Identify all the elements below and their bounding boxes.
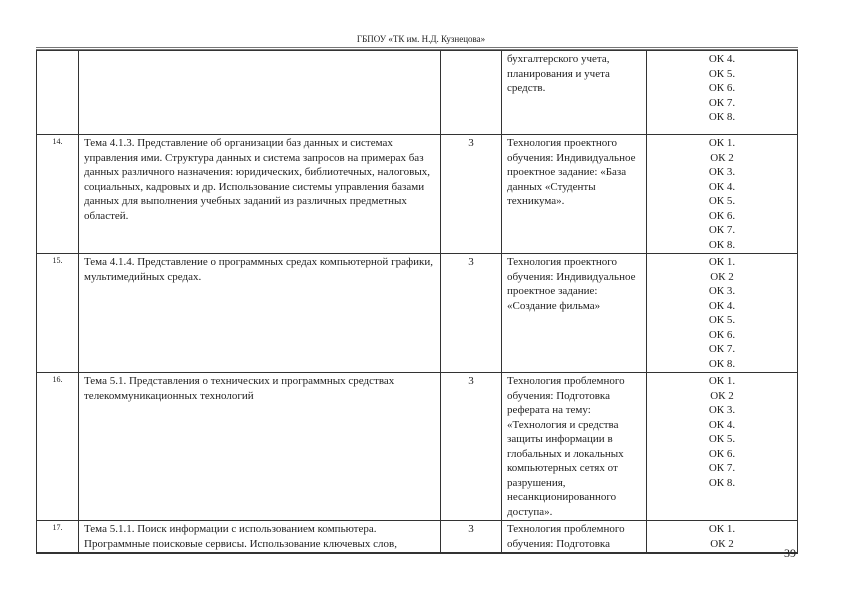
competency-code: ОК 6. — [708, 447, 736, 460]
row-number: 16. — [37, 373, 79, 521]
topic-cell: Тема 5.1.1. Поиск информации с использованием компьютера. Программные поисковые сервисы. Использование ключевых слов, — [79, 521, 441, 554]
page-header: ГБПОУ «ТК им. Н.Д. Кузнецова» — [356, 34, 486, 44]
competency-code: ОК 7. — [708, 96, 736, 109]
technology-cell: Технология проблемного обучения: Подготовка реферата на тему: «Технология и средства защиты информации в глобальных и локальных компьютерных сетях от разрушения, несанкционированного доступа». — [502, 373, 647, 521]
row-number: 14. — [37, 135, 79, 254]
topic-cell — [79, 51, 441, 135]
competency-code: ОК 5. — [708, 67, 736, 80]
competency-code: ОК 4. — [708, 299, 736, 312]
table-row — [37, 373, 798, 521]
competency-code: ОК 6. — [708, 328, 736, 341]
competency-code: ОК 2 — [710, 270, 734, 283]
hours-cell: 3 — [441, 254, 502, 373]
topic-cell: Тема 4.1.4. Представление о программных средах компьютерной графики, мультимедийных средах. — [79, 254, 441, 373]
competency-code: ОК 8. — [708, 111, 736, 123]
competency-code: ОК 8. — [708, 476, 736, 489]
table-row — [37, 521, 798, 554]
competency-code: ОК 1. — [708, 375, 736, 387]
page-number: 39 — [784, 546, 796, 560]
competencies-cell — [647, 373, 798, 521]
hours-cell: 3 — [441, 135, 502, 254]
competency-code: ОК 5. — [708, 314, 736, 326]
hours-cell: 3 — [441, 521, 502, 554]
competency-code: ОК 7. — [708, 224, 736, 236]
competency-code: ОК 5. — [708, 195, 736, 207]
competency-code: ОК 6. — [708, 82, 736, 94]
competency-code: ОК 1. — [708, 137, 736, 149]
competency-code: ОК 8. — [708, 357, 736, 370]
technology-cell: Технология проектного обучения: Индивидуальное проектное задание: «База данных «Студенты техникума». — [502, 135, 647, 254]
topic-cell: Тема 4.1.3. Представление об организации баз данных и системах управления ими. Структура данных и система запросов на примерах баз данных различного назначения: юридических, библиотечных, налоговых, социальных, кадровых и др. Использование системы управления базами данных для выполнения учебных заданий из различных предметных областей. — [79, 135, 441, 254]
competency-code: ОК 8. — [708, 238, 736, 251]
competency-code: ОК 6. — [708, 209, 736, 222]
competency-code: ОК 3. — [708, 285, 736, 297]
technology-cell: Технология проектного обучения: Индивидуальное проектное задание: «Создание фильма» — [502, 254, 647, 373]
competency-code: ОК 1. — [708, 256, 736, 268]
competency-code: ОК 3. — [708, 404, 736, 416]
competency-code: ОК 1. — [708, 523, 736, 535]
competency-code: ОК 2 — [710, 537, 734, 550]
competency-code: ОК 4. — [708, 53, 736, 65]
competencies-cell — [647, 521, 798, 554]
competency-code: ОК 7. — [708, 462, 736, 474]
row-number: 15. — [37, 254, 79, 373]
row-number — [37, 51, 79, 135]
competency-code: ОК 3. — [708, 166, 736, 178]
hours-cell — [441, 51, 502, 135]
technology-cell: Технология проблемного обучения: Подготовка — [502, 521, 647, 554]
competencies-cell — [647, 135, 798, 254]
table-row — [37, 51, 798, 135]
hours-cell: 3 — [441, 373, 502, 521]
topic-cell: Тема 5.1. Представления о технических и программных средствах телекоммуникационных технологий — [79, 373, 441, 521]
competency-code: ОК 4. — [708, 418, 736, 431]
row-number: 17. — [37, 521, 79, 554]
competencies-cell — [647, 51, 798, 135]
competency-code: ОК 2 — [710, 389, 734, 402]
competency-code: ОК 2 — [710, 151, 734, 164]
table-row — [37, 135, 798, 254]
competency-code: ОК 7. — [708, 343, 736, 355]
curriculum-table — [36, 50, 798, 554]
competencies-cell — [647, 254, 798, 373]
technology-cell: бухгалтерского учета, планирования и учета средств. — [502, 51, 647, 135]
table-row — [37, 254, 798, 373]
competency-code: ОК 4. — [708, 180, 736, 193]
competency-code: ОК 5. — [708, 433, 736, 445]
